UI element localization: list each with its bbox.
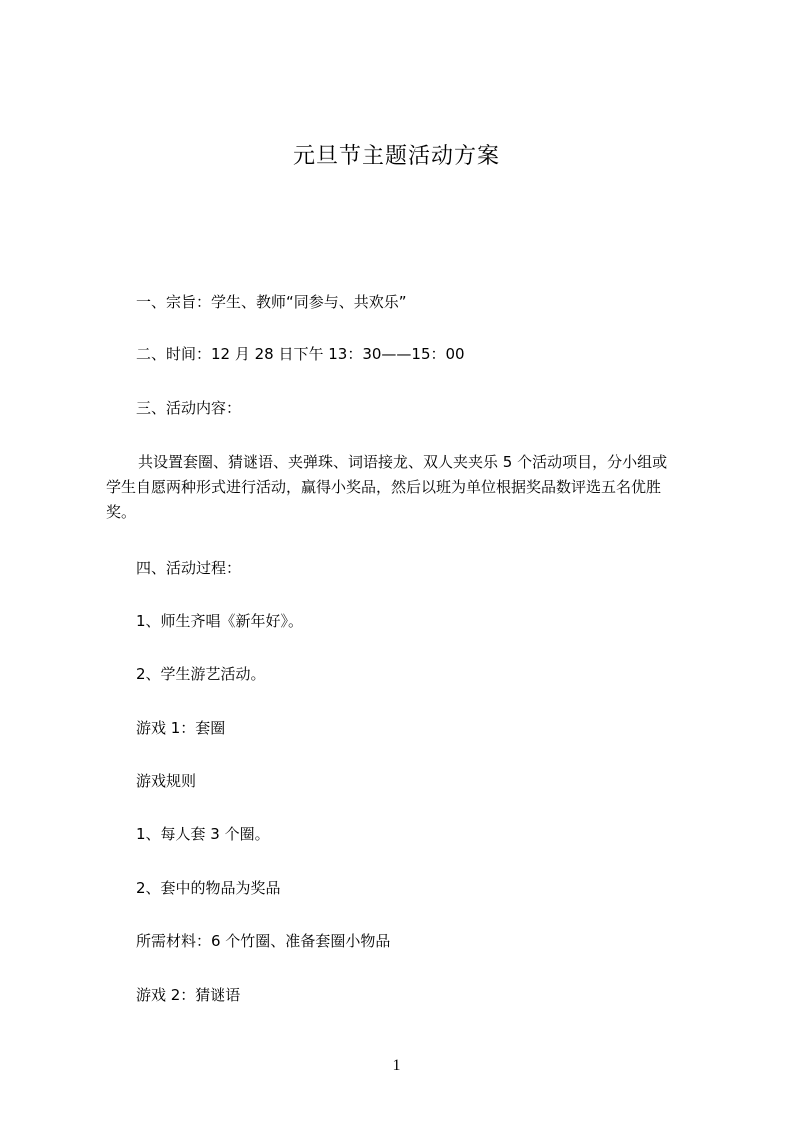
purpose-line: 一、宗旨：学生、教师“同参与、共欢乐” (136, 293, 407, 311)
game-1-rules-heading: 游戏规则 (136, 772, 197, 790)
content-heading: 三、活动内容： (136, 399, 242, 417)
game-1-materials: 所需材料：6 个竹圈、准备套圈小物品 (136, 932, 391, 950)
document-title: 元旦节主题活动方案 (292, 144, 500, 169)
content-paragraph-line-3: 奖。 (106, 503, 137, 521)
time-line: 二、时间：12 月 28 日下午 13：30——15：00 (136, 345, 465, 363)
game-1-title: 游戏 1：套圈 (136, 719, 226, 737)
step-2: 2、学生游艺活动。 (136, 665, 266, 683)
process-heading: 四、活动过程： (136, 559, 242, 577)
step-1: 1、师生齐唱《新年好》。 (136, 612, 304, 630)
game-1-rule-1: 1、每人套 3 个圈。 (136, 825, 270, 843)
content-paragraph (106, 450, 718, 525)
content-paragraph-line-1: 共设置套圈、猜谜语、夹弹珠、词语接龙、双人夹夹乐 5 个活动项目，分小组或 (138, 453, 668, 471)
game-1-rule-2: 2、套中的物品为奖品 (136, 879, 281, 897)
game-2-title: 游戏 2：猜谜语 (136, 986, 241, 1004)
page-number: 1 (392, 1057, 401, 1074)
content-paragraph-line-2: 学生自愿两种形式进行活动，赢得小奖品，然后以班为单位根据奖品数评选五名优胜 (106, 478, 662, 496)
